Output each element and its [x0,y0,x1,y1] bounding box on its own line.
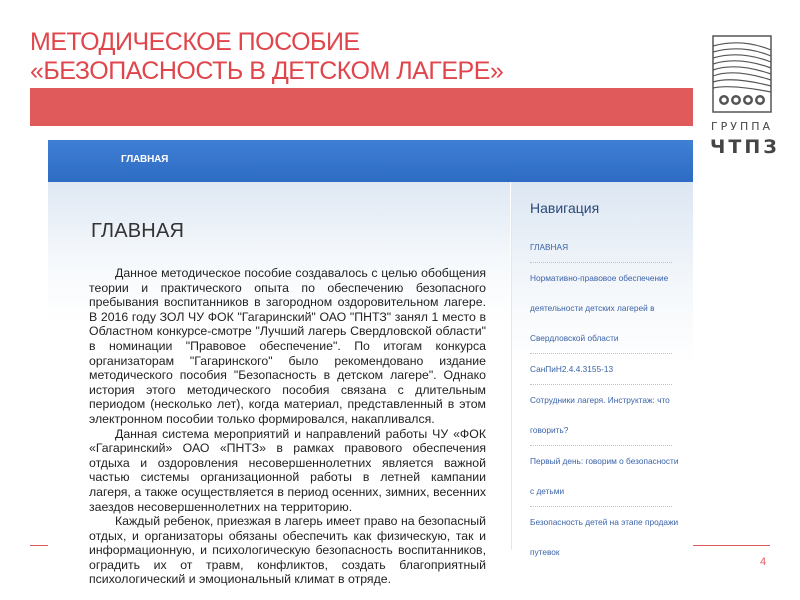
footer-line-right [693,545,770,546]
chtpz-group-logo-icon [710,36,774,116]
page-heading: ГЛАВНАЯ [91,220,185,242]
logo-text-group: ГРУППА [710,120,774,133]
sidebar-item-legal[interactable]: Свердловской области [530,323,672,354]
sidebar-item-vouchers[interactable]: Безопасность детей на этапе продажи [530,517,679,527]
slide-title [30,28,503,86]
footer-line-left [30,545,48,546]
sidebar-item-home[interactable]: ГЛАВНАЯ [530,232,672,263]
sidebar-item-staff-briefing[interactable]: Сотрудники лагеря. Инструктаж: что [530,395,670,405]
title-accent-band [30,88,693,126]
nav-link-home[interactable]: ГЛАВНАЯ [121,154,169,165]
article-body [89,266,486,587]
article-paragraph: Данная система мероприятий и направлений работы ЧУ «ФОК «Гагаринский» ОАО «ПНТЗ» в рамках правового обеспечения отдыха и оздоровления несовершеннолетних является важной частью системы организационной работы в летней кампании лагеря, а также осуществляется в период осенних, зимних, весенних заездов несовершеннолетних на территорию. [89,426,486,514]
slide-title-line1: МЕТОДИЧЕСКОЕ ПОСОБИЕ [30,28,360,56]
company-logo [710,36,780,158]
sidebar-item-legal[interactable]: Нормативно-правовое обеспечение [530,273,669,283]
sidebar-item-staff-briefing[interactable]: говорить? [530,415,672,446]
page-number: 4 [760,556,767,568]
sidebar-title: Навигация [530,200,600,216]
article-paragraph: Каждый ребенок, приезжая в лагерь имеет право на безопасный отдых, и организаторы обязаны обеспечить как физическую, так и информационную, и психологическую безопасность воспитанников, оградить их от травм, конфликтов, создать благоприятный психологический и эмоциональный климат в отряде. [89,514,486,587]
sidebar-item-sanpin[interactable]: СанПиН2.4.4.3155-13 [530,354,672,385]
site-top-nav [48,140,693,182]
sidebar-item-legal[interactable]: деятельности детских лагерей в [530,303,655,313]
slide-title-line2: «БЕЗОПАСНОСТЬ В ДЕТСКОМ ЛАГЕРЕ» [30,57,504,85]
sidebar-item-vouchers[interactable]: путевок [530,547,560,557]
sidebar-item-first-day[interactable]: с детьми [530,476,672,507]
sidebar-nav-list [530,232,679,557]
logo-text-chtpz: ЧТПЗ [710,136,780,158]
article-paragraph: Данное методическое пособие создавалось с целью обобщения теории и практического опыта по обеспечению безопасного пребывания воспитанников в загородном оздоровительном лагере. В 2016 году ЗОЛ ЧУ ФОК "Гагаринский" ОАО "ПНТЗ" занял 1 место в Областном конкурсе-смотре "Лучший лагерь Свердловской области" в номинации "Правовое обеспечение". По итогам конкурса организаторам "Гагаринского" было рекомендовано издание методического пособия "Безопасность в детском лагере". Однако история этого методического пособия связана с длительным периодом (несколько лет), когда материал, представленный в этом электронном пособии только формировался, накапливался. [89,266,486,426]
sidebar-item-first-day[interactable]: Первый день: говорим о безопасности [530,456,679,466]
